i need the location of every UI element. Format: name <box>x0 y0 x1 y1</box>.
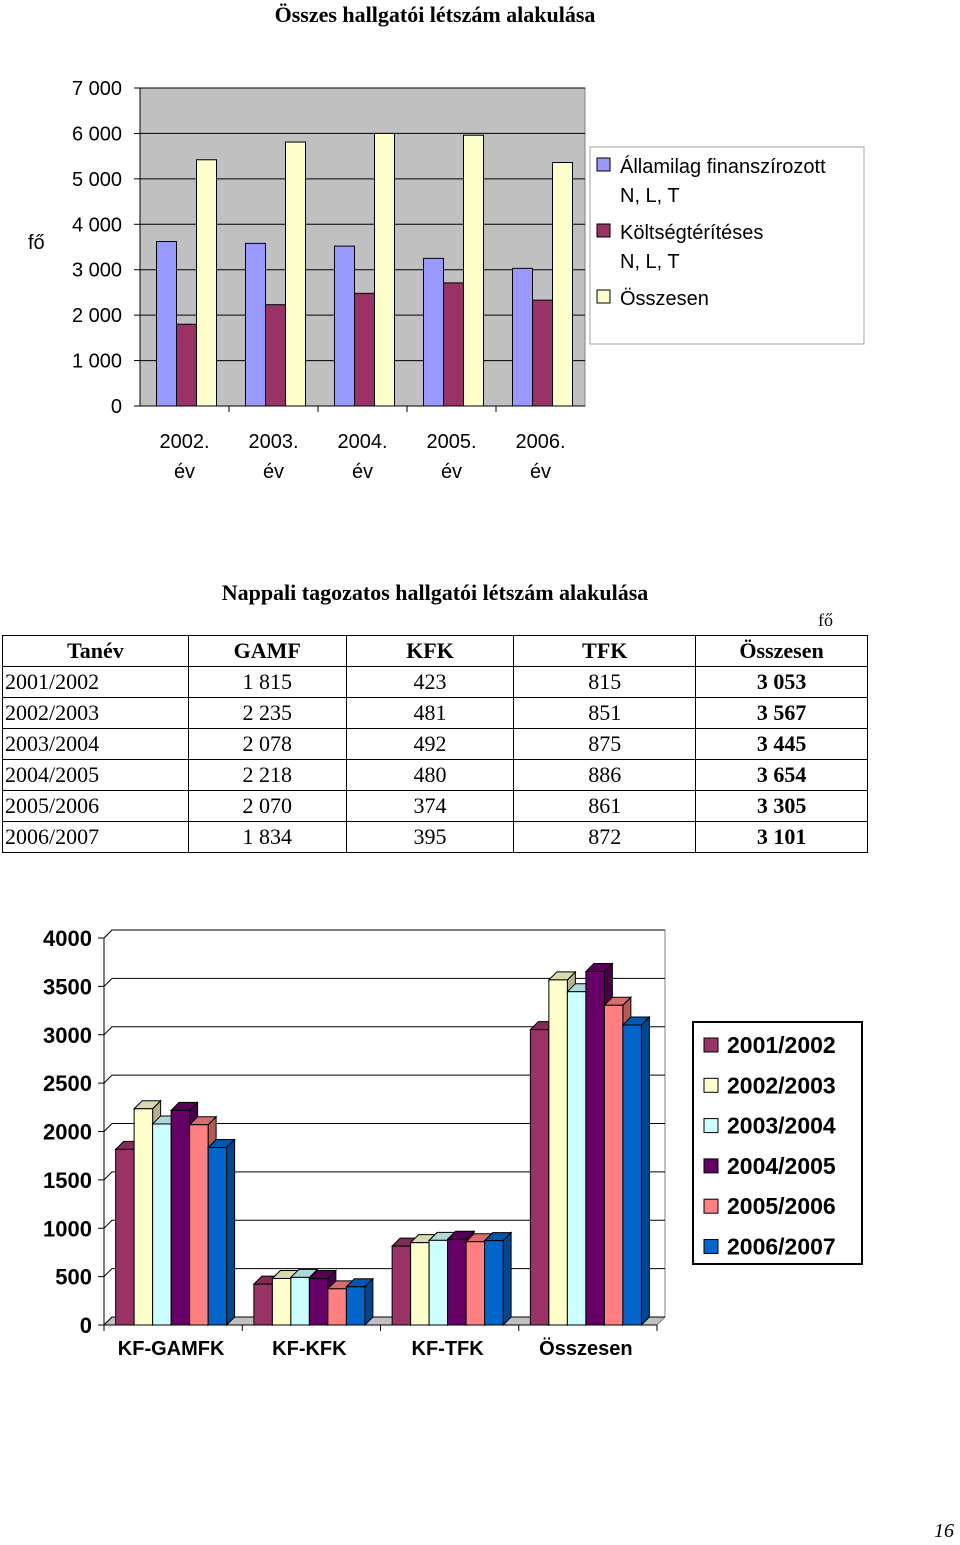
bar <box>171 1110 190 1325</box>
table-cell: 3 567 <box>696 698 868 729</box>
table-cell: 2002/2003 <box>3 698 189 729</box>
bar <box>567 992 586 1325</box>
table-cell: 3 445 <box>696 729 868 760</box>
bar <box>464 135 484 406</box>
y-tick-label: 1 000 <box>71 350 122 373</box>
bar <box>586 971 605 1325</box>
legend-swatch <box>704 1119 718 1133</box>
table-cell: 815 <box>514 667 696 698</box>
bar <box>208 1148 227 1325</box>
y-tick-label: 3000 <box>43 1022 92 1048</box>
table-cell: 2001/2002 <box>3 667 189 698</box>
bar-side <box>641 1017 649 1325</box>
x-tick-label-line: év <box>529 461 552 483</box>
table-cell: 872 <box>514 822 696 853</box>
chart1-svg <box>0 0 960 520</box>
bar <box>335 246 355 406</box>
bar <box>448 1239 467 1325</box>
bar <box>375 133 395 406</box>
bar <box>444 283 464 406</box>
bar <box>623 1025 642 1325</box>
bar <box>530 1030 549 1325</box>
legend-label <box>620 288 709 310</box>
table-cell: 3 053 <box>696 667 868 698</box>
x-tick-label-line: 2005. <box>426 431 477 453</box>
table-cell: 1 815 <box>188 667 346 698</box>
legend-label-line: N, L, T <box>620 185 680 207</box>
bar <box>246 243 266 406</box>
bar <box>134 1109 153 1325</box>
y-tick-label: 4 000 <box>71 214 122 237</box>
x-tick-label-line: 2002. <box>159 431 210 453</box>
chart1-y-axis-label: fő <box>28 232 45 254</box>
page-number: 16 <box>934 1520 954 1542</box>
y-tick-label: 3500 <box>43 974 92 1000</box>
table-cell: 374 <box>346 791 514 822</box>
y-tick-label: 0 <box>110 396 122 418</box>
bar <box>286 142 306 406</box>
table-title: Nappali tagozatos hallgatói létszám alakulása <box>221 580 649 605</box>
y-tick-label: 3 000 <box>71 259 122 282</box>
table-cell: 481 <box>346 698 514 729</box>
legend-label: 2003/2004 <box>727 1112 836 1139</box>
bar <box>153 1124 172 1325</box>
x-tick-label <box>515 431 565 483</box>
legend-label: 2006/2007 <box>727 1233 836 1260</box>
legend-label-line: Költségtérítéses <box>620 222 764 244</box>
bar <box>346 1287 365 1325</box>
legend-swatch <box>704 1078 718 1092</box>
x-tick-label: KF-GAMFK <box>117 1338 225 1360</box>
table-cell: 861 <box>514 791 696 822</box>
bar <box>116 1149 135 1325</box>
legend-swatch <box>597 158 610 171</box>
table-header-row <box>3 636 868 667</box>
legend-label: 2002/2003 <box>727 1072 836 1099</box>
legend-swatch <box>704 1240 718 1254</box>
y-tick-label: 1500 <box>43 1167 92 1193</box>
table-cell: 3 305 <box>696 791 868 822</box>
table-row <box>3 822 868 853</box>
table-cell: 3 654 <box>696 760 868 791</box>
legend-box <box>693 1022 862 1264</box>
y-tick-label: 1000 <box>43 1216 92 1242</box>
x-tick-label <box>159 431 209 483</box>
table-cell: 480 <box>346 760 514 791</box>
x-tick-label-line: év <box>173 461 196 483</box>
bar <box>604 1005 623 1325</box>
x-tick-label-line: év <box>351 461 374 483</box>
y-tick-label: 500 <box>55 1264 92 1290</box>
table-row <box>3 760 868 791</box>
table-cell: 395 <box>346 822 514 853</box>
column-header: GAMF <box>188 636 346 667</box>
x-tick-label-line: év <box>440 461 463 483</box>
bar <box>309 1279 328 1325</box>
table-cell: 886 <box>514 760 696 791</box>
bar <box>328 1289 347 1325</box>
y-tick-label: 7 000 <box>71 78 122 100</box>
table-row <box>3 667 868 698</box>
table-cell: 2005/2006 <box>3 791 189 822</box>
table-cell: 2 218 <box>188 760 346 791</box>
bar <box>190 1125 209 1325</box>
table-cell: 3 101 <box>696 822 868 853</box>
y-tick-label: 2500 <box>43 1071 92 1097</box>
enrollment-table <box>2 635 868 853</box>
column-header: Összesen <box>696 636 868 667</box>
table-row <box>3 698 868 729</box>
column-header: TFK <box>514 636 696 667</box>
x-tick-label-line: 2006. <box>515 431 566 453</box>
chart3-svg <box>0 900 960 1400</box>
y-tick-label: 5 000 <box>71 168 122 191</box>
table-cell: 2 078 <box>188 729 346 760</box>
y-tick-label: 0 <box>79 1313 92 1338</box>
bar <box>157 242 177 406</box>
table-cell: 2004/2005 <box>3 760 189 791</box>
chart1-title: Összes hallgatói létszám alakulása <box>274 2 596 27</box>
table-cell: 851 <box>514 698 696 729</box>
table-cell: 492 <box>346 729 514 760</box>
bar <box>291 1277 310 1325</box>
bar <box>513 268 533 406</box>
bar <box>355 293 375 406</box>
table-row <box>3 791 868 822</box>
legend-swatch <box>597 290 610 303</box>
table-cell: 423 <box>346 667 514 698</box>
bar <box>411 1243 430 1325</box>
bar <box>424 258 444 406</box>
bar <box>549 980 568 1325</box>
bar <box>254 1284 273 1325</box>
legend-label-line: Államilag finanszírozott <box>620 156 826 178</box>
x-tick-label: KF-KFK <box>272 1338 347 1360</box>
bar-side <box>503 1233 511 1325</box>
x-tick-label <box>248 431 298 483</box>
legend-label: 2005/2006 <box>727 1193 836 1220</box>
y-tick-label: 4000 <box>43 926 92 951</box>
x-tick-label-line: év <box>262 461 285 483</box>
y-tick-label: 6 000 <box>71 123 122 146</box>
table-cell: 1 834 <box>188 822 346 853</box>
y-tick-label: 2 000 <box>71 305 122 328</box>
bar <box>266 305 286 406</box>
bar <box>392 1246 411 1325</box>
table-cell: 2006/2007 <box>3 822 189 853</box>
legend-label: 2001/2002 <box>727 1032 836 1058</box>
legend-swatch <box>704 1038 718 1052</box>
legend-swatch <box>704 1159 718 1173</box>
x-tick-label: Összesen <box>539 1338 633 1360</box>
x-tick-label-line: 2004. <box>337 431 388 453</box>
bar <box>197 160 217 406</box>
table-cell: 875 <box>514 729 696 760</box>
legend-swatch <box>704 1199 718 1213</box>
bar <box>272 1278 291 1325</box>
y-tick-label: 2000 <box>43 1119 92 1145</box>
column-header: KFK <box>346 636 514 667</box>
bar-side <box>227 1140 235 1325</box>
legend-label-line: N, L, T <box>620 251 680 273</box>
table-unit: fő <box>818 610 833 630</box>
bar <box>466 1242 485 1325</box>
table-row <box>3 729 868 760</box>
table-cell: 2 235 <box>188 698 346 729</box>
x-tick-label <box>426 431 476 483</box>
bar <box>429 1240 448 1325</box>
bar <box>533 300 553 406</box>
legend-label: 2004/2005 <box>727 1152 836 1179</box>
x-tick-label-line: 2003. <box>248 431 299 453</box>
column-header: Tanév <box>3 636 189 667</box>
x-tick-label: KF-TFK <box>411 1338 484 1360</box>
bar <box>177 324 197 406</box>
x-tick-label <box>337 431 387 483</box>
legend-swatch <box>597 224 610 237</box>
table-cell: 2 070 <box>188 791 346 822</box>
bar <box>553 163 573 406</box>
table-cell: 2003/2004 <box>3 729 189 760</box>
legend-label-line: Összesen <box>620 288 709 310</box>
bar <box>485 1241 504 1325</box>
